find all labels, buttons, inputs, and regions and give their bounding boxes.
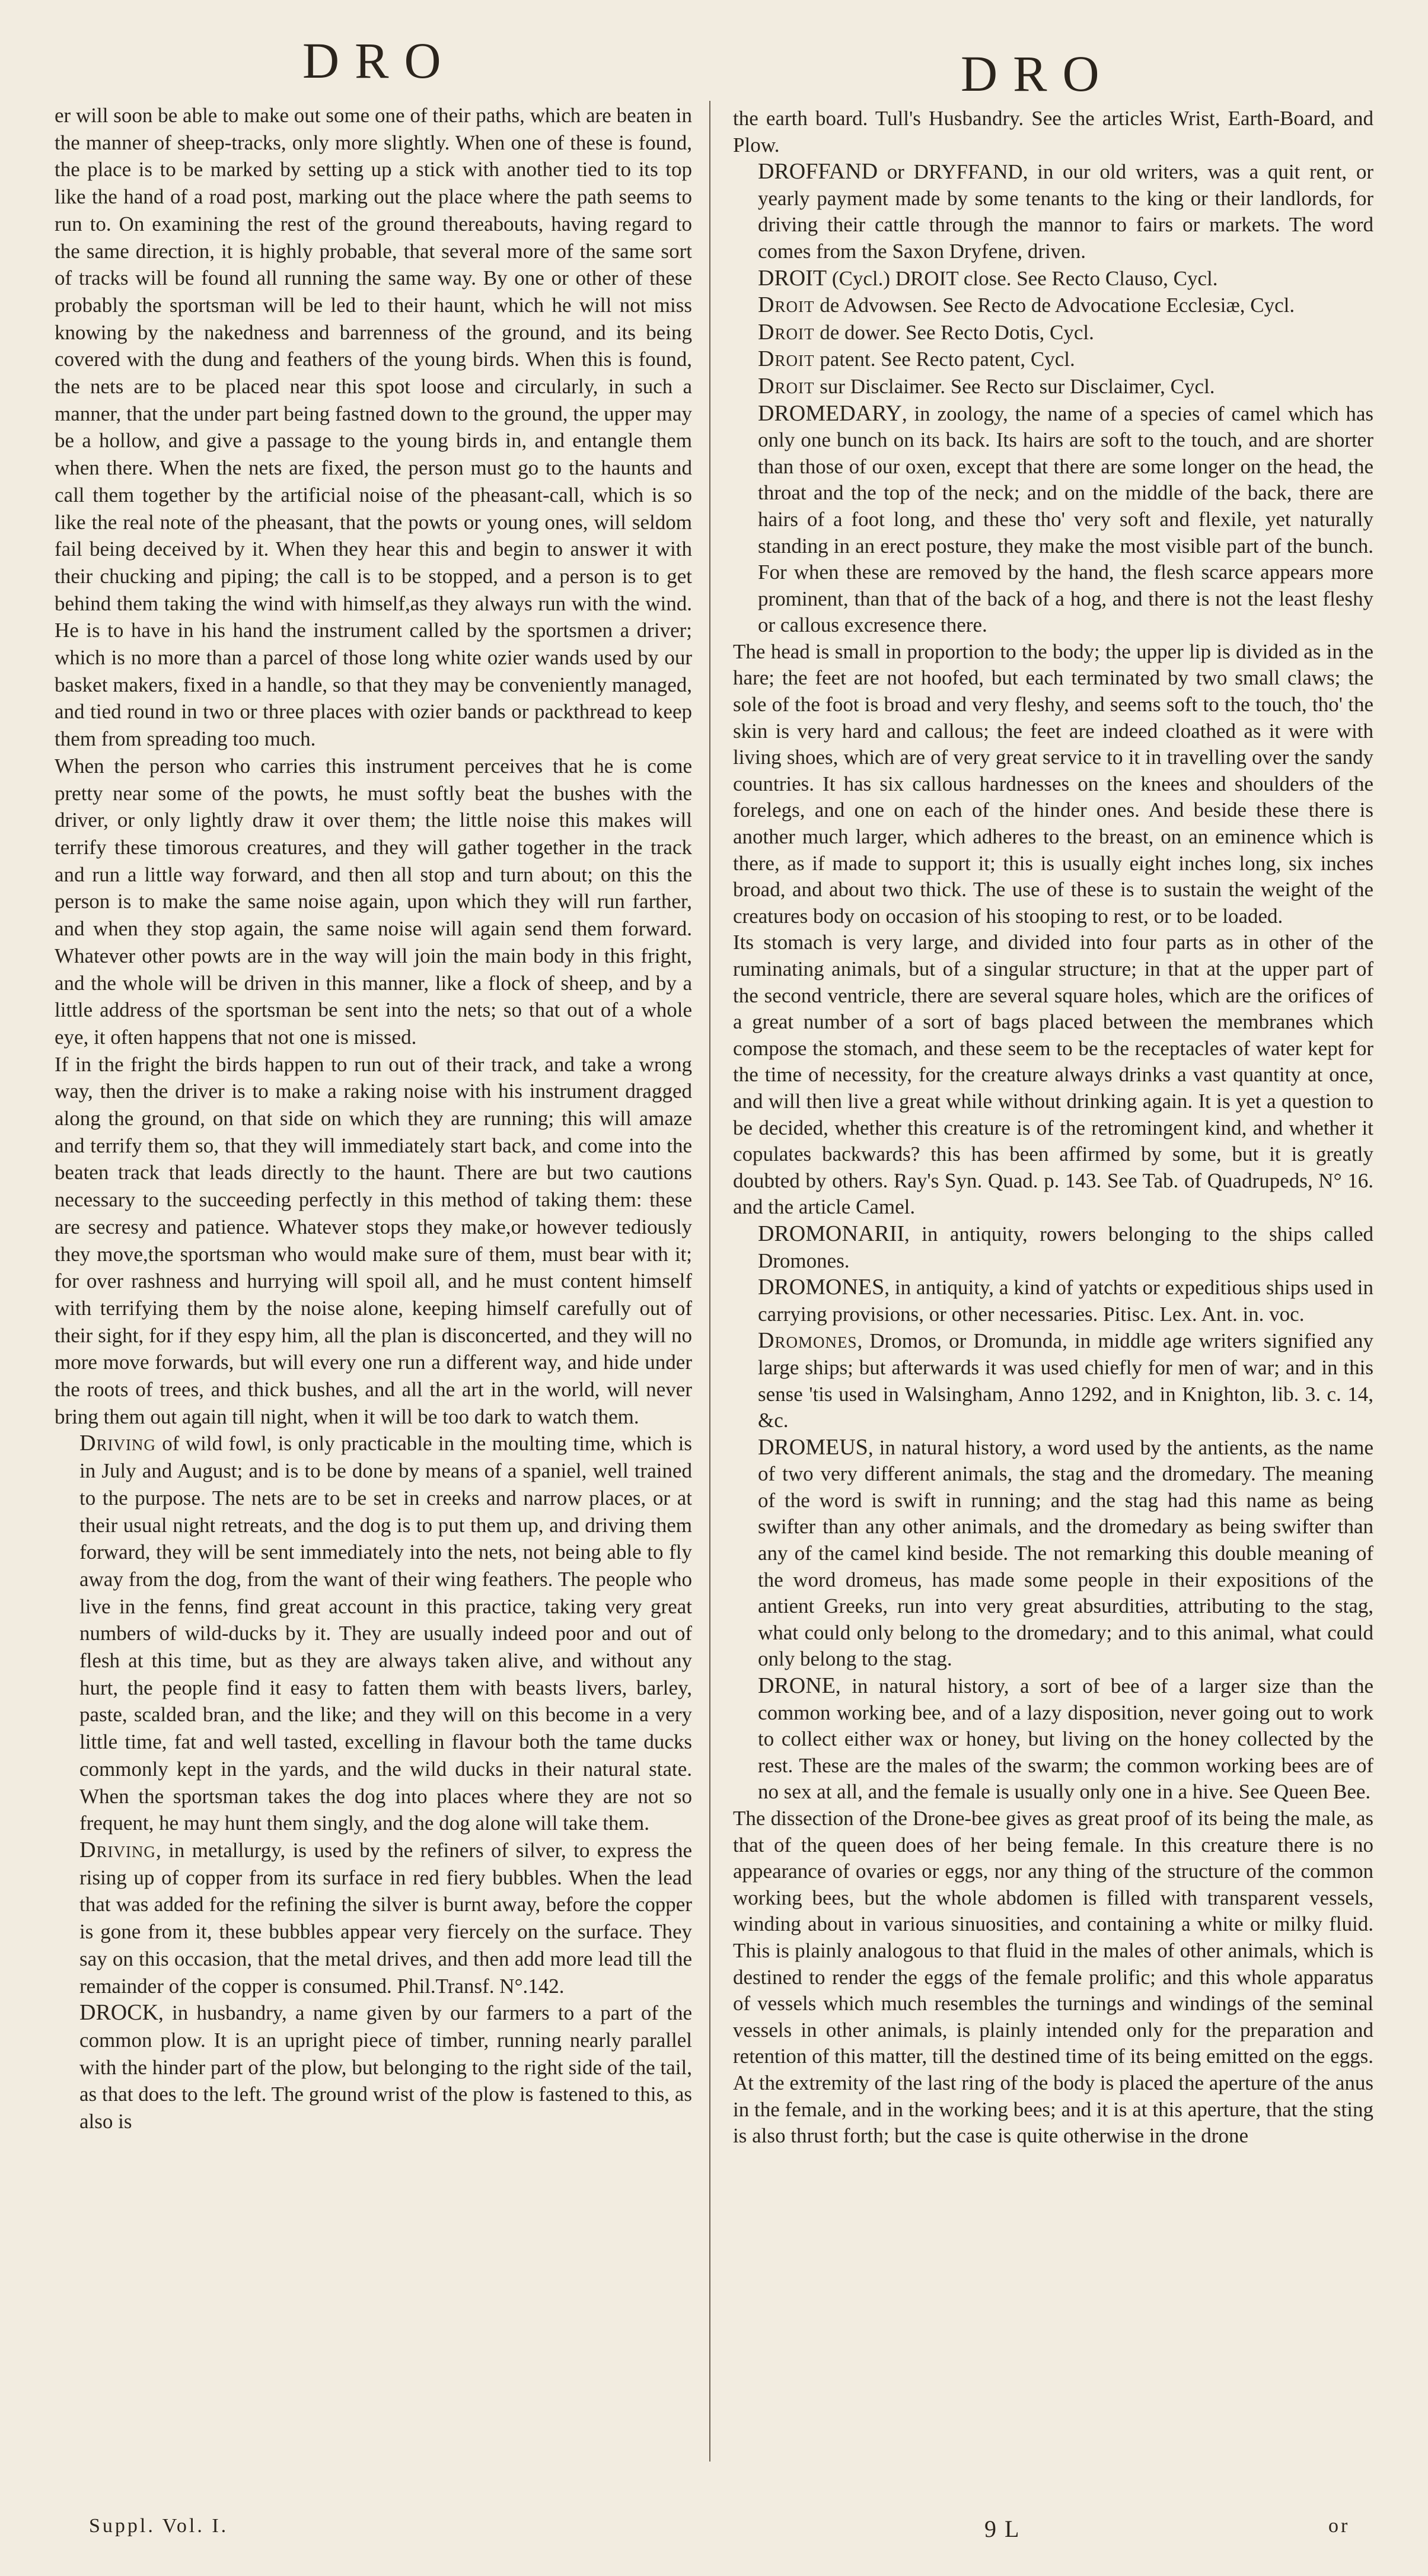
entry-headword: Dromones	[758, 1328, 858, 1354]
paragraph	[733, 1806, 1373, 2150]
paragraph	[733, 929, 1373, 1221]
paragraph	[55, 1999, 692, 2135]
paragraph	[733, 373, 1373, 400]
left-column	[55, 102, 692, 2135]
entry-headword: DROMONARII	[758, 1221, 904, 1246]
entry-text: , in antiquity, rowers belonging to the ships called Dromones.	[758, 1222, 1373, 1272]
paragraph	[733, 265, 1373, 292]
paragraph	[733, 639, 1373, 930]
right-column	[733, 106, 1373, 2150]
entry-headword: DROCK	[79, 2000, 159, 2026]
paragraph	[733, 1274, 1373, 1327]
paragraph	[55, 102, 692, 753]
entry-text: sur Disclaimer. See Recto sur Disclaimer, Cycl.	[814, 374, 1215, 398]
entry-headword: DROMEDARY	[758, 400, 902, 426]
entry-headword: DROFFAND	[758, 159, 878, 184]
catchword: or	[1328, 2515, 1350, 2537]
entry-text: Its stomach is very large, and divided into four parts as in other of the ruminating animals, but of a singular structure; in that at the upper part of the second ventricle, there are several square holes, which are the orifices of a great number of a sort of bags placed between the membranes which compose the stomach, and these seem to be the receptacles of water kept for the time of necessity, for the creature always drinks a vast quantity at once, and will then live a great while without drinking again. It is yet a question to be decided, whether this creature is of the retromingent kind, and whether it copulates backwards? this has been affirmed by some, but it is greatly doubted by others. Ray's Syn. Quad. p. 143. See Tab. of Quadrupeds, N° 16. and the article Camel.	[733, 931, 1373, 1219]
paragraph	[733, 292, 1373, 319]
running-head-left: DRO	[302, 32, 457, 89]
entry-text: , in zoology, the name of a species of camel which has only one bunch on its back. Its hairs are soft to the touch, and are shorter than those of our oxen, except that there are some longer on the head, the throat and the top of the neck; and on the middle of the back, there are hairs of a foot long, and these tho' very soft and flexile, yet naturally standing in an erect posture, they make the most visible part of the bunch. For when these are removed by the hand, the flesh scarce appears more prominent, than that of the back of a hog, and there is not the least fleshy or callous excresence there.	[758, 402, 1373, 637]
paragraph	[733, 319, 1373, 346]
paragraph	[733, 1673, 1373, 1806]
paragraph	[733, 158, 1373, 265]
entry-text: er will soon be able to make out some one of their paths, which are beaten in the manner of sheep-tracks, only more slightly. When one of these is found, the place is to be marked by setting up a stick with another tied to its top like the hand of a road post, marking out the place where the path seems to run to. On examining the rest of the ground thereabouts, having regard to the same direction, it is highly probable, that several more of the same sort of tracks will be found all running the same way. By one or other of these probably the sportsman will be led to their haunt, which he will not miss knowing by the nakedness and barrenness of the ground, and its being covered with the dung and feathers of the young birds. When this is found, the nets are to be placed near this spot loose and circularly, in such a manner, that the under part being fastned down to the ground, the upper may be a hollow, and give a passage to the young birds in, and entangle them when there. When the nets are fixed, the person must go to the haunts and call them together by the artificial noise of the pheasant-call, which is so like the real note of the pheasant, that the powts or young ones, will seldom fail being deceived by it. When they hear this and begin to answer it with their chucking and piping; the call is to be stopped, and a person is to get behind them taking the wind with himself,as they always run with the wind. He is to have in his hand the instrument called by the sportsmen a driver; which is no more than a parcel of those long white ozier wands used by our basket makers, fixed in a handle, so that they may be conveniently managed, and tied round in two or three places with ozier bands or packthread to keep them from spreading too much.	[55, 104, 692, 751]
entry-headword: Droit	[758, 319, 815, 345]
entry-headword: Droit	[758, 346, 815, 372]
entry-headword: DROIT	[758, 265, 827, 291]
entry-text: or DRYFFAND, in our old writers, was a quit rent, or yearly payment made by some tenants to the king or their landlords, for driving their cattle through the mannor to fairs or markets. The word comes from the Saxon Dryfene, driven.	[758, 160, 1373, 263]
entry-text: The head is small in proportion to the body; the upper lip is divided as in the hare; the feet are not hoofed, but each terminated by two small claws; the sole of the foot is broad and very fleshy, and seems soft to the touch, tho' the skin is very hard and callous; the feet are indeed cloathed as it were with living shoes, which are of very great service to it in travelling over the sandy countries. It has six callous hardnesses on the knees and shoulders of the forelegs, and one on each of the hinder ones. And beside these there is another much larger, which adheres to the breast, on an eminence which is there, as if made to support it; this is usually eight inches long, six inches broad, and about two thick. The use of these is to sustain the weight of the creatures body on occasion of his stooping to rest, or to be loaded.	[733, 639, 1373, 928]
paragraph	[55, 1051, 692, 1431]
entry-text: , in natural history, a word used by the antients, as the name of two very different animals, the stag and the dromedary. The meaning of the word is swift in running; and the stag had this name as being swifter than any other animals, and the dromedary as being swifter than any of the camel kind beside. The not remarking this double meaning of the word dromeus, has made some people in their expositions of the antient Greeks, run into very great absurdities, attributing to the stag, what could only belong to the dromedary; and to this animal, what could only belong to the stag.	[758, 1435, 1373, 1671]
gathering-mark: 9 L	[984, 2515, 1021, 2542]
signature-mark: Suppl. Vol. I.	[89, 2515, 229, 2537]
column-rule	[709, 101, 710, 2462]
entry-text: , in natural history, a sort of bee of a larger size than the common working bee, and of a lazy disposition, never going out to work to collect either wax or honey, but living on the honey collected by the rest. These are the males of the swarm; the common working bees are of no sex at all, and the female is usually only one in a hive. See Queen Bee.	[758, 1674, 1373, 1804]
paragraph	[55, 1837, 692, 1999]
entry-headword: Droit	[758, 292, 815, 318]
entry-text: If in the fright the birds happen to run out of their track, and take a wrong way, then the driver is to make a raking noise with his instrument dragged along the ground, on that side on which they are running; this will amaze and terrify them so, that they will immediately start back, and come into the beaten track that leads directly to the haunt. There are but two cautions necessary to the succeeding perfectly in this method of taking them: these are secresy and patience. Whatever stops they make,or however tediously they move,the sportsman who would make sure of them, must bear with it; for over rashness and hurrying will spoil all, and he must content himself with terrifying them by the noise alone, keeping himself carefully out of their sight, for if they espy him, all the plan is disconcerted, and they will no more move forwards, but will every one run a different way, and hide under the roots of trees, and thick bushes, and all the art in the world, will never bring them out again till night, when it will be too dark to watch them.	[55, 1052, 692, 1428]
entry-text: patent. See Recto patent, Cycl.	[814, 348, 1075, 371]
paragraph	[733, 1434, 1373, 1673]
entry-text: the earth board. Tull's Husbandry. See the articles Wrist, Earth-Board, and Plow.	[733, 107, 1373, 157]
entry-text: When the person who carries this instrument perceives that he is come pretty near some of the powts, he must softly beat the bushes with the driver, or only lightly draw it over them; the little noise this makes will terrify these timorous creatures, and they will gather together in the track and run a little way forward, and then all stop and turn about; on this the person is to make the same noise again, upon which they will run farther, and when they stop again, the same noise will again send them forward. Whatever other powts are in the way will join the main body in this fright, and the whole will be driven in this manner, like a flock of sheep, and by a little address of the sportsman be sent into the nets; so that out of a whole eye, it often happens that not one is missed.	[55, 754, 692, 1049]
paragraph	[733, 1221, 1373, 1274]
entry-text: , in husbandry, a name given by our farmers to a part of the common plow. It is an upright piece of timber, running nearly parallel with the hinder part of the plow, but belonging to the right side of the tail, as that does to the left. The ground wrist of the plow is fastened to this, as also is	[79, 2001, 692, 2134]
paragraph	[733, 1327, 1373, 1434]
entry-headword: DRONE	[758, 1673, 836, 1699]
entry-text: (Cycl.) DROIT close. See Recto Clauso, Cycl.	[827, 266, 1218, 290]
entry-text: , Dromos, or Dromunda, in middle age writers signified any large ships; but afterwards it was used chiefly for men of war; and in this sense 'tis used in Walsingham, Anno 1292, and in Knighton, lib. 3. c. 14, &c.	[758, 1329, 1373, 1432]
paragraph	[733, 106, 1373, 158]
entry-text: de dower. See Recto Dotis, Cycl.	[814, 320, 1094, 344]
entry-headword: DROMONES	[758, 1275, 885, 1300]
entry-text: , in metallurgy, is used by the refiners of silver, to express the rising up of copper from its surface in red fiery bubbles. When the lead that was added for the refining the silver is burnt away, before the copper is gone from it, these bubbles appear very fiercely on the surface. They say on this occasion, that the metal drives, and then add more lead till the remainder of the copper is consumed. Phil.Transf. N°.142.	[79, 1839, 692, 1998]
entry-headword: Driving	[79, 1838, 156, 1862]
entry-text: de Advowsen. See Recto de Advocatione Ecclesiæ, Cycl.	[814, 294, 1295, 317]
entry-headword: DROMEUS	[758, 1434, 868, 1460]
paragraph	[55, 1430, 692, 1837]
entry-headword: Droit	[758, 373, 815, 399]
paragraph	[733, 346, 1373, 373]
entry-text: , in antiquity, a kind of yatchts or expeditious ships used in carrying provisions, or other necessaries. Pitisc. Lex. Ant. in. voc.	[758, 1276, 1373, 1326]
paragraph	[55, 753, 692, 1051]
running-head-right: DRO	[961, 45, 1115, 102]
entry-headword: Driving	[79, 1431, 156, 1456]
entry-text: of wild fowl, is only practicable in the moulting time, which is in July and August; and is to be done by means of a spaniel, well trained to the purpose. The nets are to be set in creeks and narrow places, or at their usual night retreats, and the dog is to put them up, and driving them forward, they will be sent immediately into the nets, not being able to fly away from the dog, from the want of their wing feathers. The people who live in the fenns, find great account in this practice, taking very great numbers of wild-ducks by it. They are usually indeed poor and out of flesh at this time, but as they are always taken alive, and without any hurt, the people find it easy to fatten them with beasts livers, barley, paste, scalded bran, and the like; and they will on this become in a very little time, fat and well tasted, excelling in flavour both the tame ducks commonly kept in the yards, and the wild ducks in their natural state. When the sportsman takes the dog into places where they are not so frequent, he may hunt them singly, and the dog alone will take them.	[79, 1432, 692, 1835]
paragraph	[733, 400, 1373, 639]
entry-text: The dissection of the Drone-bee gives as great proof of its being the male, as that of the queen does of her being female. In this creature there is no appearance of ovaries or eggs, nor any thing of the structure of the common working bees, but the whole abdomen is filled with transparent vessels, winding about in various sinuosities, and containing a white or milky fluid. This is plainly analogous to that fluid in the males of other animals, which is destined to render the eggs of the female prolific; and this whole apparatus of vessels which much resembles the turnings and windings of the seminal vessels in other animals, is plainly intended only for the preparation and retention of this matter, till the destined time of its being emitted on the eggs. At the extremity of the last ring of the body is placed the aperture of the anus in the female, and in the working bees; and it is at this aperture, that the sting is also thrust forth; but the case is quite otherwise in the drone	[733, 1807, 1373, 2148]
